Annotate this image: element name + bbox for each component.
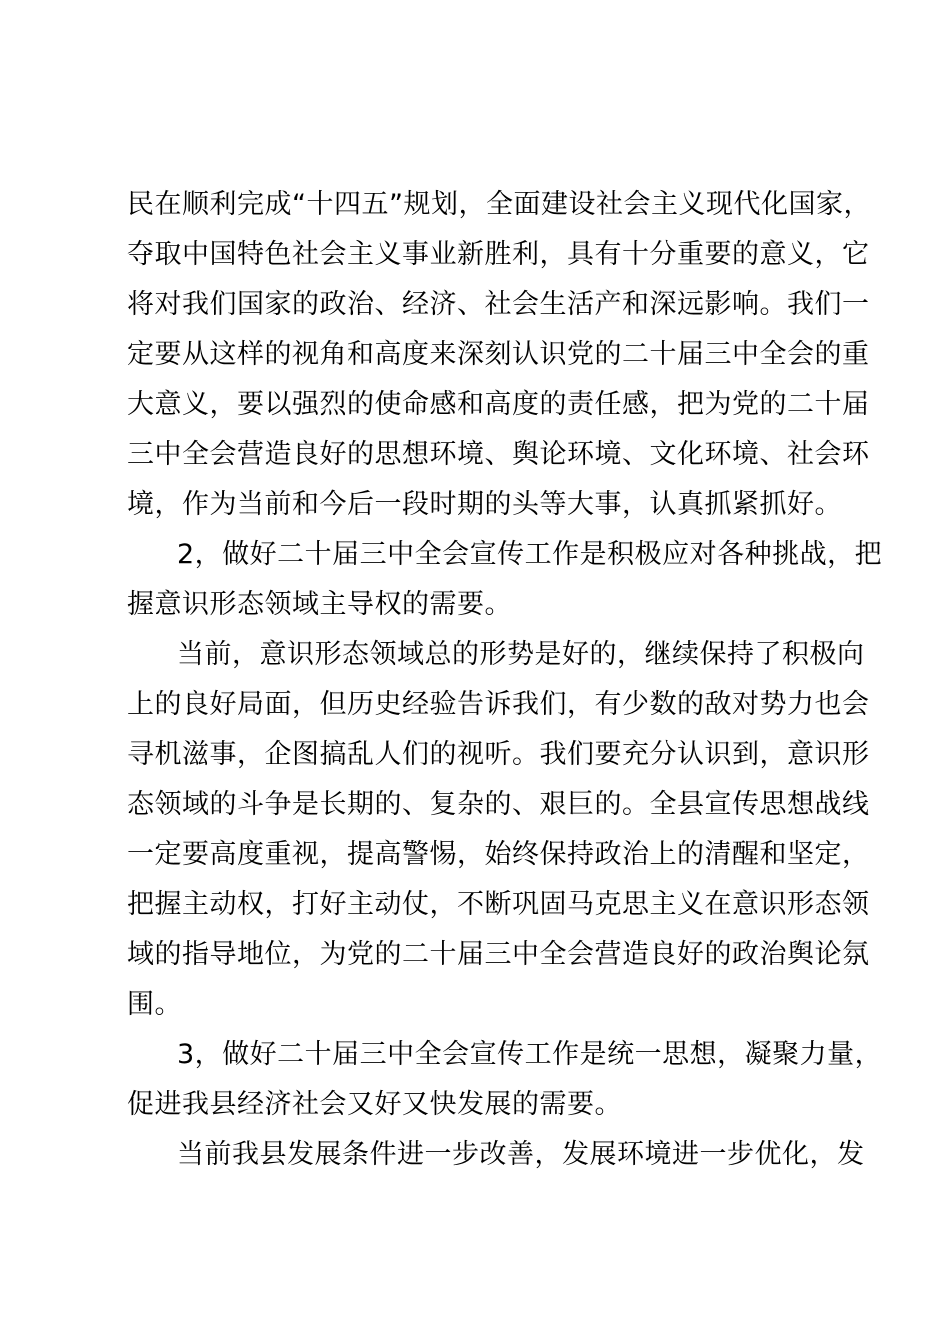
text-line: 2，做好二十届三中全会宣传工作是积极应对各种挑战，把: [177, 539, 883, 570]
paragraph-4-heading: [127, 1030, 883, 1130]
paragraph-3: [127, 630, 870, 1030]
text-line: 将对我们国家的政治、经济、社会生活产和深远影响。我们一: [127, 289, 870, 320]
text-line: 态领域的斗争是长期的、复杂的、艰巨的。全县宣传思想战线: [127, 789, 870, 820]
text-line: 境，作为当前和今后一段时期的头等大事，认真抓紧抓好。: [127, 489, 842, 520]
paragraph-1: [127, 180, 871, 530]
text-line: 夺取中国特色社会主义事业新胜利，具有十分重要的意义，它: [127, 239, 870, 270]
text-line: 当前，意识形态领域总的形势是好的，继续保持了积极向: [177, 639, 865, 670]
text-line: 促进我县经济社会又好又快发展的需要。: [127, 1089, 622, 1120]
text-line: 寻机滋事，企图搞乱人们的视听。我们要充分认识到，意识形: [127, 739, 870, 770]
paragraph-2-heading: [127, 530, 883, 630]
text-line: 民在顺利完成“十四五”规划，全面建设社会主义现代化国家，: [127, 189, 871, 220]
document-body: [127, 180, 883, 1180]
text-line: 握意识形态领域主导权的需要。: [127, 589, 512, 620]
text-line: 三中全会营造良好的思想环境、舆论环境、文化环境、社会环: [127, 439, 870, 470]
text-line: 3，做好二十届三中全会宣传工作是统一思想，凝聚力量，: [177, 1039, 883, 1070]
paragraph-5: [127, 1130, 865, 1180]
text-line: 大意义，要以强烈的使命感和高度的责任感，把为党的二十届: [127, 389, 870, 420]
text-line: 域的指导地位，为党的二十届三中全会营造良好的政治舆论氛: [127, 939, 870, 970]
text-line: 当前我县发展条件进一步改善，发展环境进一步优化，发: [177, 1139, 865, 1170]
text-line: 一定要高度重视，提高警惕，始终保持政治上的清醒和坚定，: [127, 839, 870, 870]
text-line: 把握主动权，打好主动仗，不断巩固马克思主义在意识形态领: [127, 889, 870, 920]
text-line: 上的良好局面，但历史经验告诉我们，有少数的敌对势力也会: [127, 689, 870, 720]
text-line: 围。: [127, 989, 182, 1020]
text-line: 定要从这样的视角和高度来深刻认识党的二十届三中全会的重: [127, 339, 870, 370]
